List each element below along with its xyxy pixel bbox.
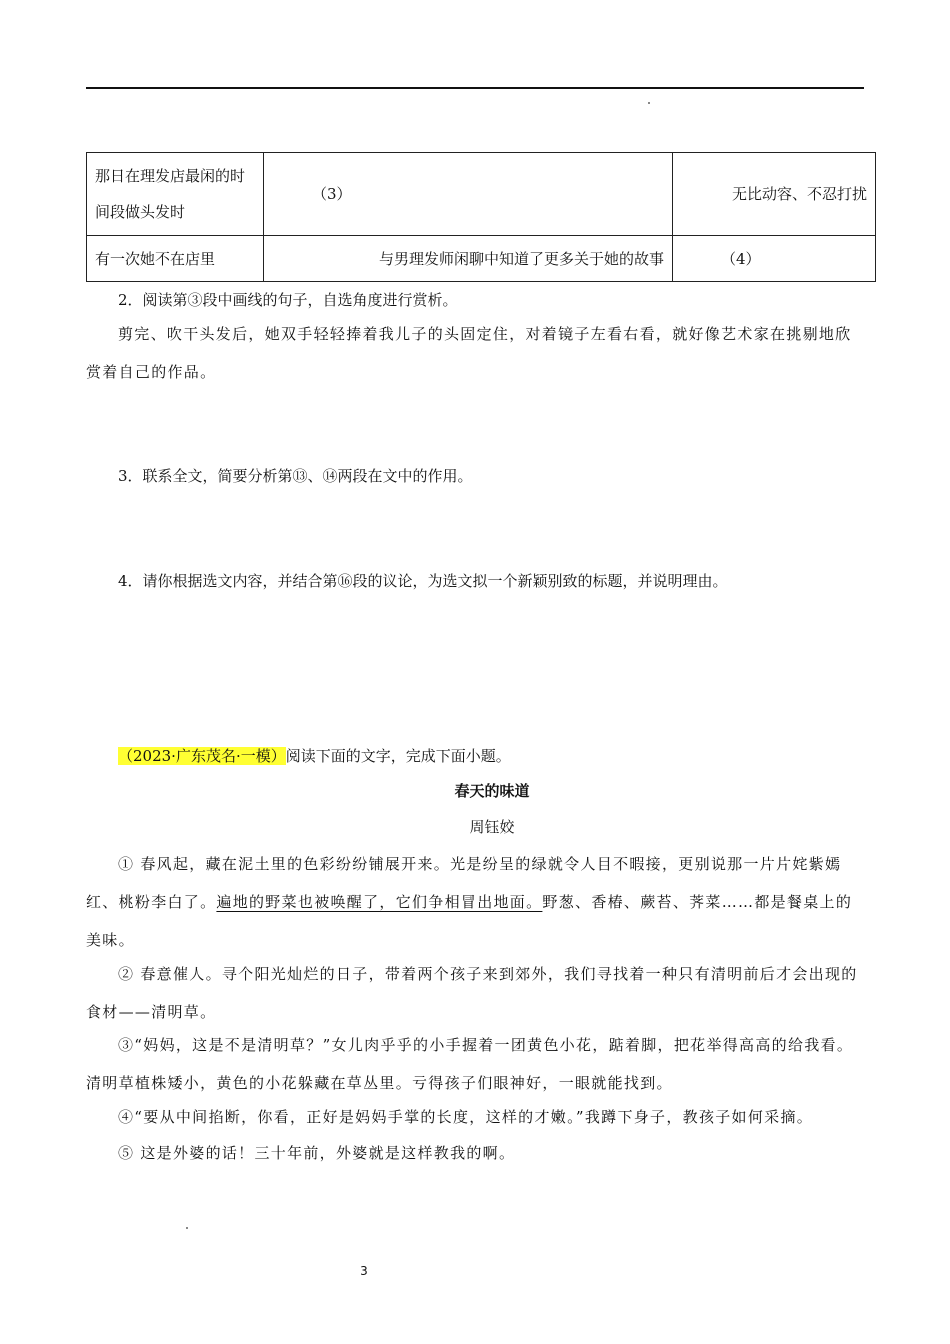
answer-table [86, 152, 876, 282]
passage-intro [86, 737, 858, 775]
page-number: 3 [360, 1264, 368, 1278]
header-rule [86, 87, 864, 89]
speck [186, 1227, 188, 1229]
paragraph-1 [86, 845, 858, 959]
paragraph-1-text: ① 春风起，藏在泥土里的色彩纷纷铺展开来。光是纷呈的绿就令人目不暇接，更别说那一片片姹紫嫣红、桃粉李白了。 [86, 855, 842, 911]
source-tag: （2023·广东茂名·一模） [118, 747, 286, 765]
table-cell-blank-4: （4） [673, 236, 876, 282]
table-cell: 与男理发师闲聊中知道了更多关于她的故事 [264, 236, 673, 282]
passage-author: 周钰姣 [469, 818, 515, 836]
passage-title: 春天的味道 [454, 782, 530, 800]
passage-instruction: 阅读下面的文字，完成下面小题。 [285, 747, 511, 765]
table-cell: 无比动容、不忍打扰 [673, 153, 876, 236]
table-cell-blank-3: （3） [264, 153, 673, 236]
table-cell: 有一次她不在店里 [87, 236, 264, 282]
speck [648, 102, 650, 104]
question-2-quote: 剪完、吹干头发后，她双手轻轻捧着我儿子的头固定住，对着镜子左看右看，就好像艺术家在挑剔地欣赏着自己的作品。 [86, 325, 852, 381]
paragraph-4: ④“要从中间掐断，你看，正好是妈妈手掌的长度，这样的才嫩。”我蹲下身子，教孩子如何采摘。 [118, 1108, 814, 1126]
paragraph-3: ③“妈妈，这是不是清明草？”女儿肉乎乎的小手握着一团黄色小花，踮着脚，把花举得高高的给我看。清明草植株矮小，黄色的小花躲藏在草丛里。亏得孩子们眼神好，一眼就能找到。 [86, 1036, 854, 1092]
underlined-sentence: 遍地的野菜也被唤醒了，它们争相冒出地面。 [216, 893, 543, 911]
paragraph-1-text-end: 野葱、香椿、蕨苔、荠菜……都是餐桌上的美味。 [86, 893, 853, 949]
table-cell: 那日在理发店最闲的时间段做头发时 [87, 153, 264, 236]
question-2: 2．阅读第③段中画线的句子，自选角度进行赏析。 [118, 291, 458, 309]
table-row [87, 236, 876, 282]
question-3: 3．联系全文，简要分析第⑬、⑭两段在文中的作用。 [118, 467, 473, 485]
paragraph-2: ② 春意催人。寻个阳光灿烂的日子，带着两个孩子来到郊外，我们寻找着一种只有清明前后才会出现的食材——清明草。 [86, 965, 858, 1021]
paragraph-5: ⑤ 这是外婆的话！三十年前，外婆就是这样教我的啊。 [118, 1144, 516, 1162]
question-4: 4．请你根据选文内容，并结合第⑯段的议论，为选文拟一个新颖别致的标题，并说明理由。 [118, 572, 728, 590]
table-row [87, 153, 876, 236]
